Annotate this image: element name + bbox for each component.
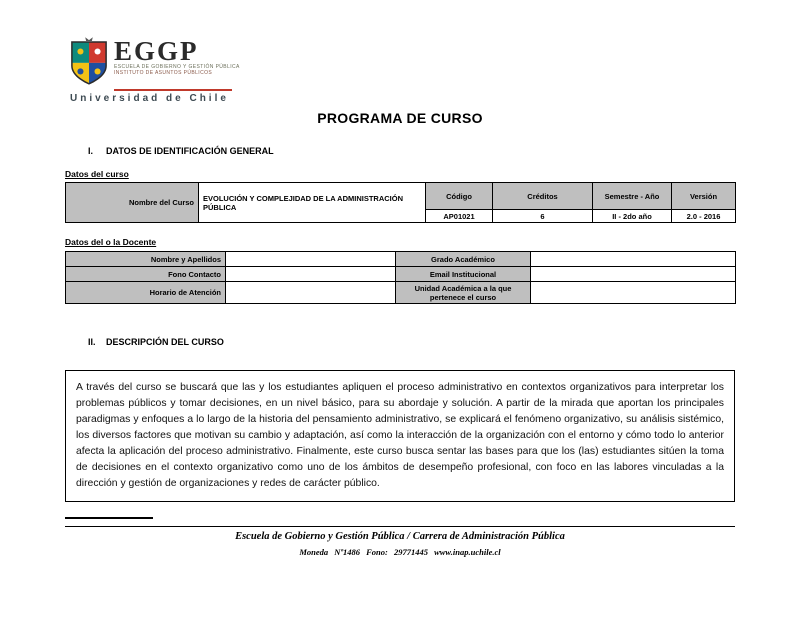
page-title: PROGRAMA DE CURSO xyxy=(317,110,483,126)
grado-academico-label: Grado Académico xyxy=(396,252,531,267)
university-name: Universidad de Chile xyxy=(70,93,229,104)
section-2-number: II. xyxy=(88,337,96,347)
unidad-academica-value xyxy=(531,282,736,304)
fono-contacto-value xyxy=(226,267,396,282)
logo-tagline-1: ESCUELA DE GOBIERNO Y GESTIÓN PÚBLICA xyxy=(114,64,240,70)
creditos-header: Créditos xyxy=(493,183,593,210)
section-1-title: DATOS DE IDENTIFICACIÓN GENERAL xyxy=(106,146,274,156)
logo-divider xyxy=(114,89,232,91)
creditos-value: 6 xyxy=(493,210,593,223)
section-1-heading xyxy=(88,146,274,156)
logo-acronym: EGGP xyxy=(114,36,199,66)
footer-school-name: Escuela de Gobierno y Gestión Pública / Carrera de Administración Pública xyxy=(235,531,565,542)
grado-academico-value xyxy=(531,252,736,267)
horario-atencion-value xyxy=(226,282,396,304)
university-logo xyxy=(70,36,260,104)
codigo-value: AP01021 xyxy=(426,210,493,223)
teacher-table xyxy=(65,251,736,304)
semestre-header: Semestre - Año xyxy=(593,183,672,210)
course-name-value: EVOLUCIÓN Y COMPLEJIDAD DE LA ADMINISTRACIÓN PÚBLICA xyxy=(199,183,426,223)
table-row xyxy=(66,183,736,210)
nombre-apellidos-label: Nombre y Apellidos xyxy=(66,252,226,267)
course-description: A través del curso se buscará que las y los estudiantes apliquen el proceso administrativo en contextos organizativos para interpretar los problemas públicos y tomar decisiones, en un nivel básico, para su abordaje y solución. A partir de la mirada que aportan los principales paradigmas y enfoques a lo largo de la historia del pensamiento administrativo, se explicará el fenómeno organizativo, su análisis sistémico, los diversos factores que motivan su cambio y adaptación, así como la interacción de la organización con el entorno y cómo todo lo anterior afecta la aplicación del proceso administrativo. Finalmente, este curso busca sentar las bases para que los (las) estudiantes sitúen la toma de decisiones en el contexto organizativo como uno de los ámbitos de desempeño profesional, con foco en las labores vinculadas a la dirección y gestión de organizaciones y redes de carácter público. xyxy=(65,370,735,502)
version-header: Versión xyxy=(672,183,736,210)
codigo-header: Código xyxy=(426,183,493,210)
section-2-heading xyxy=(88,337,224,347)
email-institucional-value xyxy=(531,267,736,282)
curso-subheading: Datos del curso xyxy=(65,169,129,179)
footer-rule xyxy=(65,526,735,527)
course-name-label: Nombre del Curso xyxy=(66,183,199,223)
table-row xyxy=(66,282,736,304)
table-row xyxy=(66,267,736,282)
footer-contact-info: Moneda Nº1486 Fono: 29771445 www.inap.uchile.cl xyxy=(299,547,501,557)
fono-contacto-label: Fono Contacto xyxy=(66,267,226,282)
unidad-academica-label: Unidad Académica a la que pertenece el curso xyxy=(396,282,531,304)
docente-subheading: Datos del o la Docente xyxy=(65,237,157,247)
semestre-value: II - 2do año xyxy=(593,210,672,223)
horario-atencion-label: Horario de Atención xyxy=(66,282,226,304)
version-value: 2.0 - 2016 xyxy=(672,210,736,223)
footer-short-line xyxy=(65,517,153,519)
email-institucional-label: Email Institucional xyxy=(396,267,531,282)
university-crest-icon xyxy=(70,36,108,86)
table-row xyxy=(66,252,736,267)
section-1-number: I. xyxy=(88,146,94,156)
logo-tagline-2: INSTITUTO DE ASUNTOS PÚBLICOS xyxy=(114,70,213,76)
nombre-apellidos-value xyxy=(226,252,396,267)
course-table xyxy=(65,182,736,223)
section-2-title: DESCRIPCIÓN DEL CURSO xyxy=(106,337,224,347)
